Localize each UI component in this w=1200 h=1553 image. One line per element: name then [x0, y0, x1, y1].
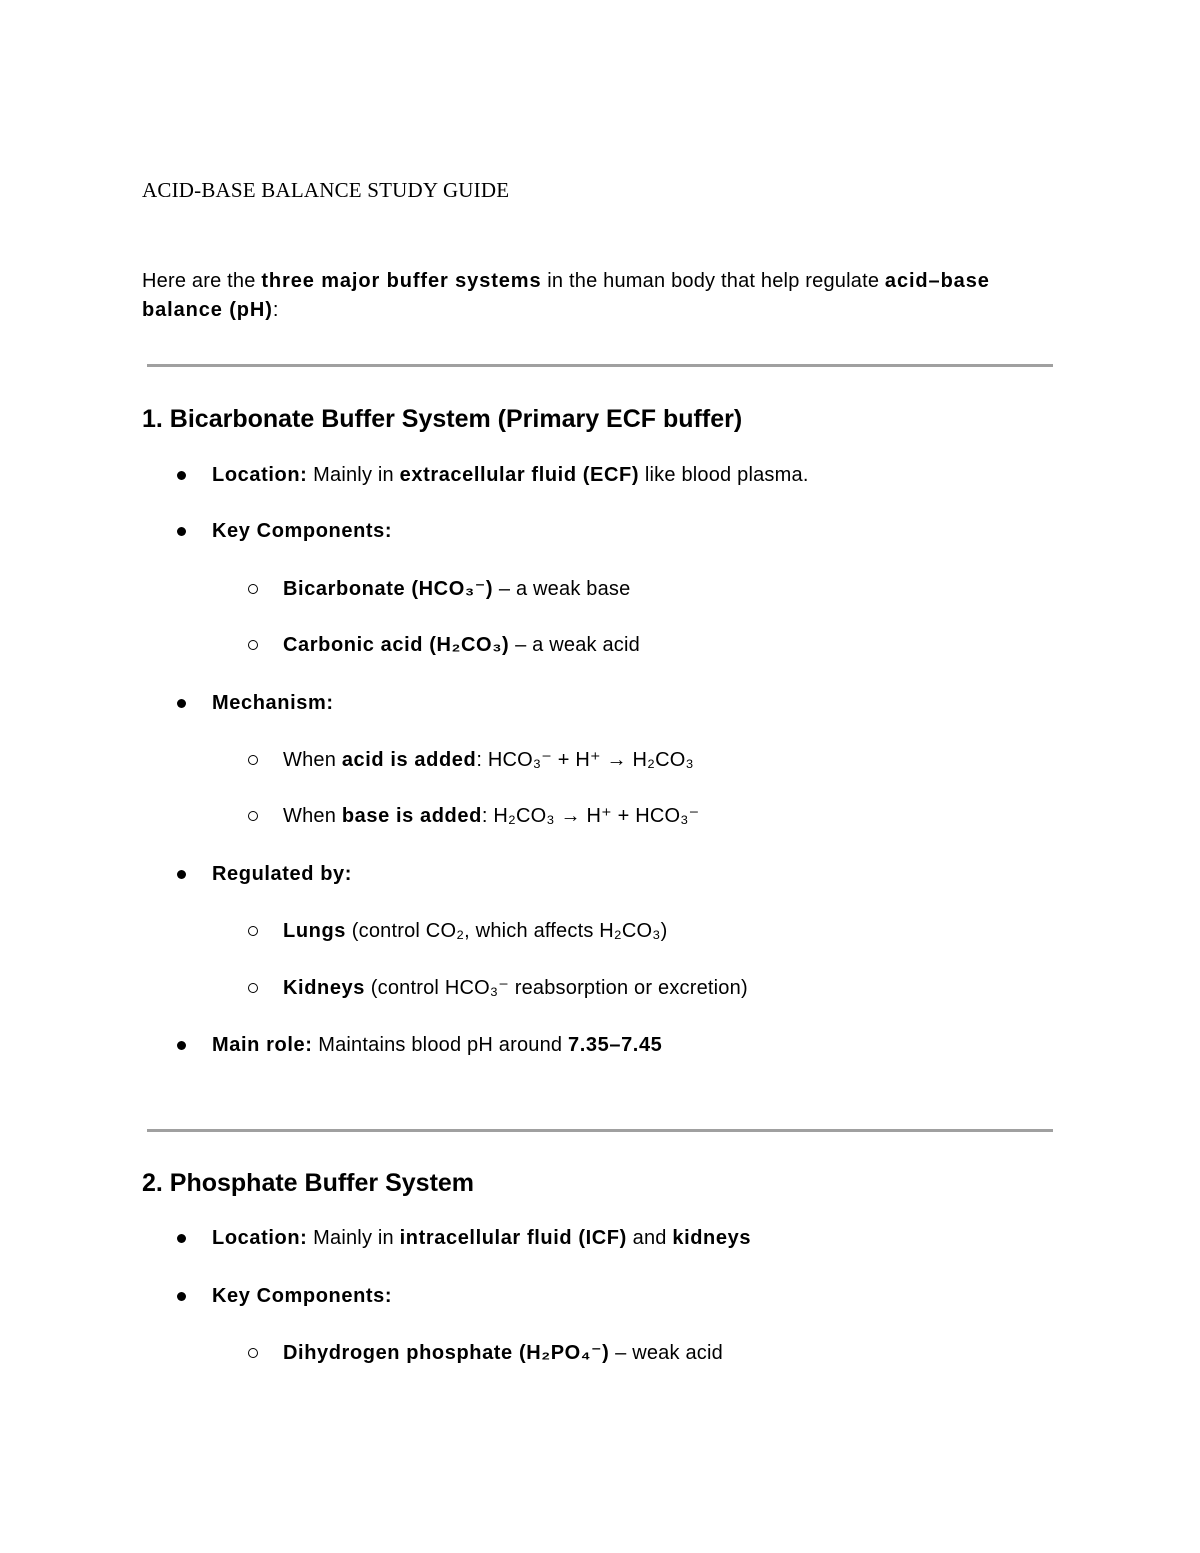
- bullet-circle-icon: [248, 983, 258, 993]
- item-text: – a weak base: [493, 578, 631, 600]
- item-bold: 7.35–7.45: [568, 1034, 663, 1056]
- item-bold: intracellular fluid (ICF): [399, 1227, 627, 1249]
- item-label: Location:: [212, 1227, 308, 1249]
- bullet-circle-icon: [248, 1348, 258, 1358]
- sub-item-kidneys: [283, 975, 748, 1001]
- document-title: ACID-BASE BALANCE STUDY GUIDE: [142, 178, 510, 202]
- item-bold: acid is added: [341, 749, 477, 771]
- section-divider: [147, 364, 1053, 367]
- intro-text: in the human body that help regulate: [541, 270, 885, 292]
- section-heading-phosphate: 2. Phosphate Buffer System: [142, 1169, 475, 1197]
- item-label: Main role:: [212, 1034, 313, 1056]
- item-text: (control HCO₃⁻ reabsorption or excretion): [365, 977, 748, 999]
- item-text: (control CO₂, which affects H₂CO₃): [346, 920, 668, 942]
- item-label: Location:: [212, 464, 308, 486]
- bullet-circle-icon: [248, 755, 258, 765]
- item-label: Key Components:: [212, 520, 393, 542]
- item-label: Key Components:: [212, 1285, 393, 1307]
- item-bold: Kidneys: [283, 977, 366, 999]
- item-text: : H₂CO₃ → H⁺ + HCO₃⁻: [481, 805, 700, 827]
- sub-item-dihydrogen-phosphate: [283, 1340, 723, 1366]
- intro-bold-buffer-systems: three major buffer systems: [261, 270, 542, 292]
- bullet-disc-icon: [177, 1041, 186, 1050]
- item-text: When: [283, 805, 342, 827]
- bullet-disc-icon: [177, 1234, 186, 1243]
- item-bold: extracellular fluid (ECF): [399, 464, 640, 486]
- item-text: Mainly in: [307, 1227, 400, 1249]
- list-item-location: [212, 1225, 751, 1251]
- sub-item-carbonic-acid: [283, 632, 640, 658]
- bullet-circle-icon: [248, 584, 258, 594]
- item-text: and: [626, 1227, 673, 1249]
- section-divider: [147, 1129, 1053, 1132]
- item-bold: Dihydrogen phosphate (H₂PO₄⁻): [283, 1342, 610, 1364]
- list-item-key-components: [212, 518, 392, 544]
- sub-item-base-added: [283, 803, 699, 829]
- list-item-mechanism: [212, 690, 334, 716]
- bullet-circle-icon: [248, 640, 258, 650]
- item-text: : HCO₃⁻ + H⁺ → H₂CO₃: [476, 749, 694, 771]
- intro-text: :: [272, 299, 279, 321]
- item-label: Regulated by:: [212, 863, 353, 885]
- item-text: Maintains blood pH around: [312, 1034, 569, 1056]
- list-item-regulated-by: [212, 861, 352, 887]
- bullet-circle-icon: [248, 811, 258, 821]
- bullet-disc-icon: [177, 527, 186, 536]
- intro-paragraph: [142, 267, 1042, 325]
- item-text: – a weak acid: [509, 634, 640, 656]
- bullet-disc-icon: [177, 471, 186, 480]
- item-bold: Lungs: [283, 920, 346, 942]
- bullet-circle-icon: [248, 926, 258, 936]
- sub-item-bicarbonate: [283, 576, 630, 602]
- list-item-key-components: [212, 1283, 392, 1309]
- item-text: – weak acid: [609, 1342, 723, 1364]
- sub-item-lungs: [283, 918, 668, 944]
- item-label: Mechanism:: [212, 692, 334, 714]
- item-bold: kidneys: [672, 1227, 752, 1249]
- bullet-disc-icon: [177, 699, 186, 708]
- list-item-main-role: [212, 1032, 662, 1058]
- intro-text: Here are the: [142, 270, 262, 292]
- intro-bold-acid-base: acid–base balance (pH): [142, 270, 990, 321]
- item-bold: Carbonic acid (H₂CO₃): [283, 634, 510, 656]
- item-bold: base is added: [341, 805, 482, 827]
- list-item-location: [212, 462, 809, 488]
- item-text: Mainly in: [307, 464, 400, 486]
- section-heading-bicarbonate: 1. Bicarbonate Buffer System (Primary ECF buffer): [142, 405, 743, 433]
- sub-item-acid-added: [283, 747, 694, 773]
- bullet-disc-icon: [177, 1292, 186, 1301]
- item-bold: Bicarbonate (HCO₃⁻): [283, 578, 494, 600]
- item-text: like blood plasma.: [639, 464, 809, 486]
- bullet-disc-icon: [177, 870, 186, 879]
- item-text: When: [283, 749, 342, 771]
